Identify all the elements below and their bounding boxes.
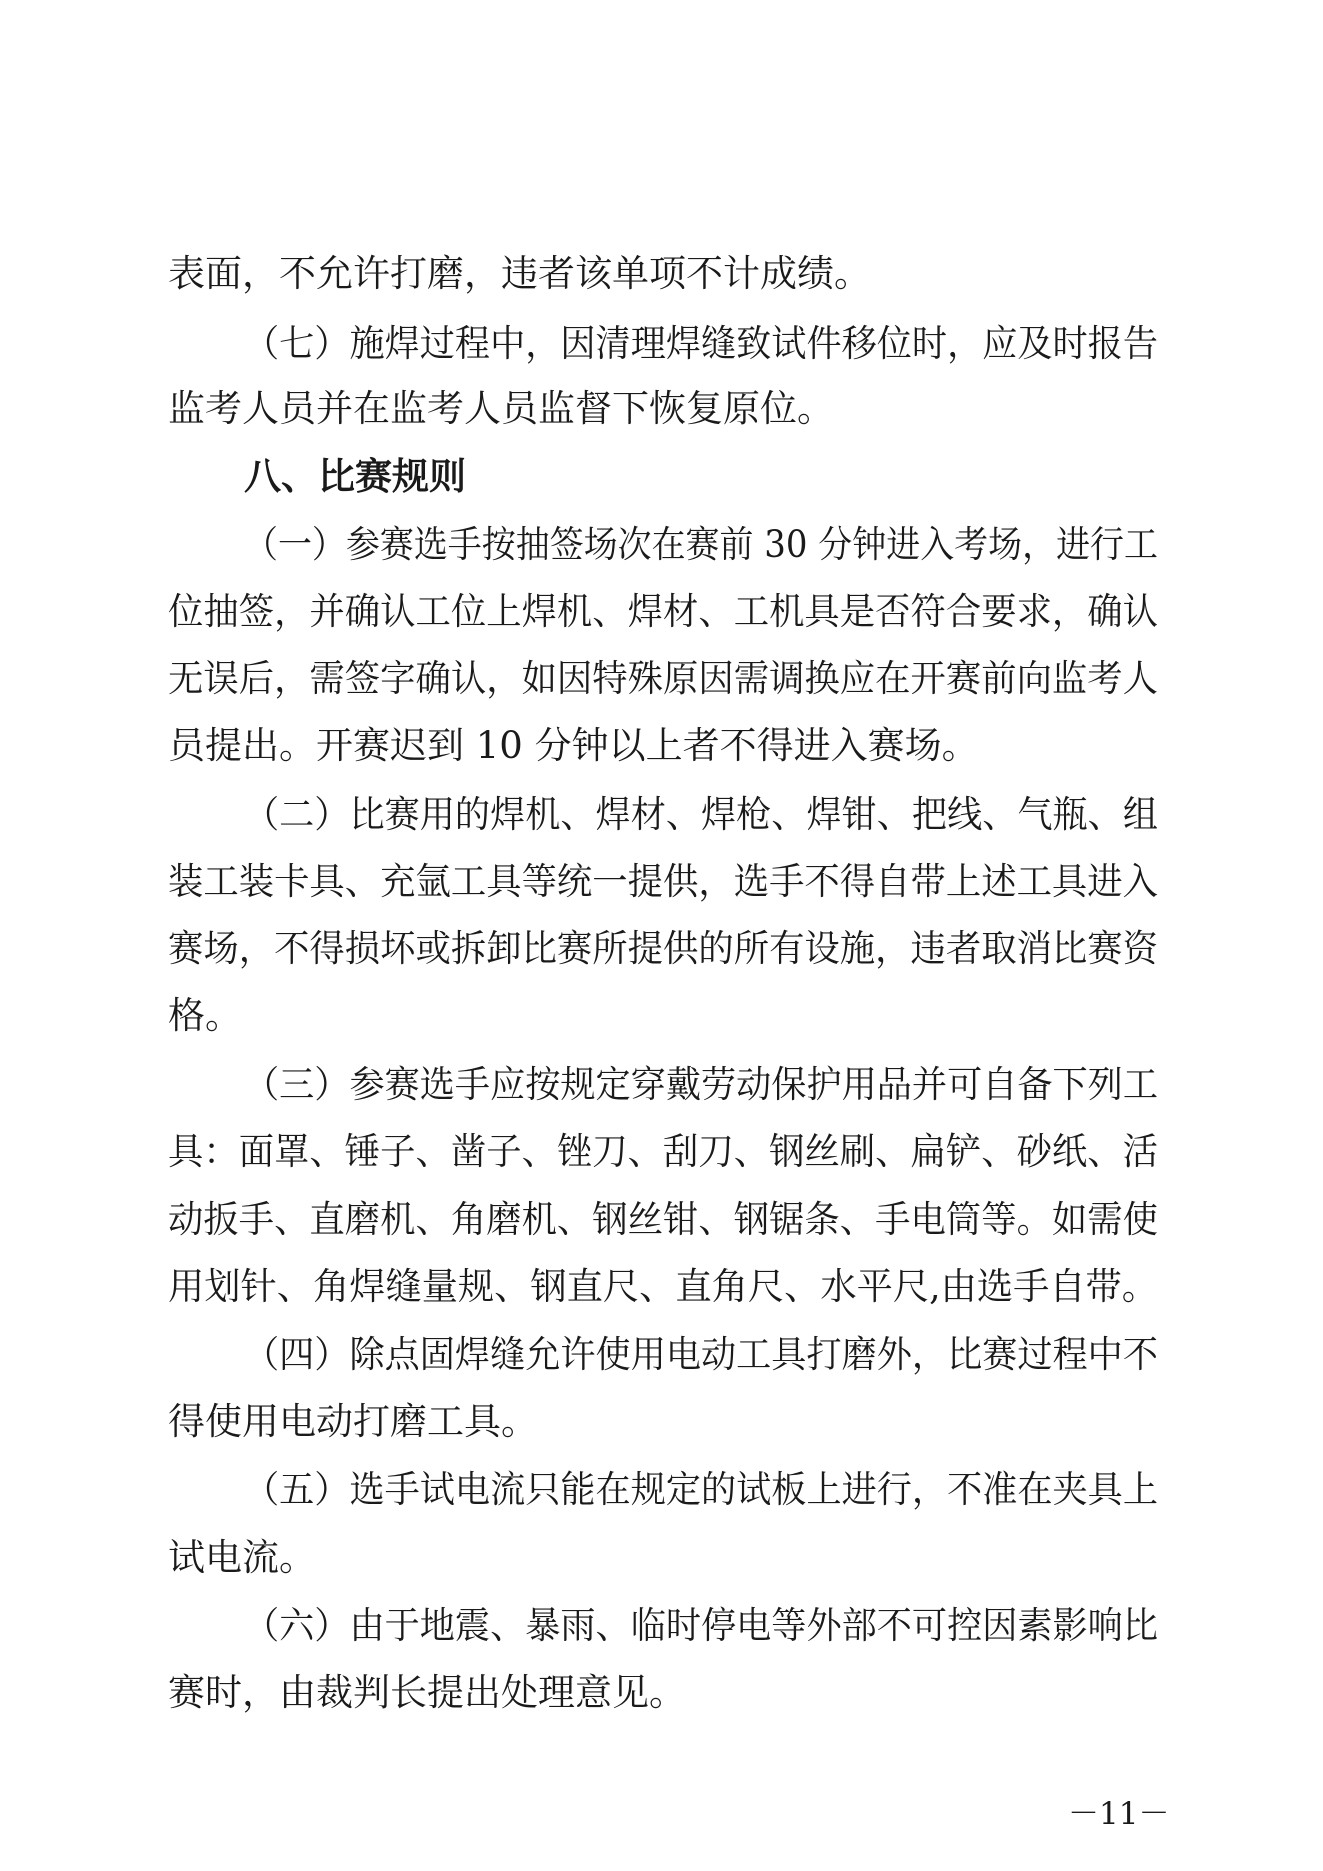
- text-line: [0, 1323, 1323, 1387]
- text-line: [0, 984, 1323, 1048]
- text-line: [0, 1594, 1323, 1658]
- text-line: [0, 312, 1323, 376]
- text-line: [0, 242, 1323, 306]
- page-number: －11－: [1068, 1796, 1170, 1832]
- text-line: [0, 513, 1323, 577]
- line-text: （五）选手试电流只能在规定的试板上进行，不准在夹具上: [244, 1468, 1158, 1511]
- line-text: 用划针、角焊缝量规、钢直尺、直角尺、水平尺,由选手自带。: [168, 1265, 1159, 1308]
- line-text: 得使用电动打磨工具。: [168, 1400, 538, 1443]
- line-text: （一）参赛选手按抽签场次在赛前 30 分钟进入考场，进行工: [244, 523, 1158, 566]
- line-text: （七）施焊过程中，因清理焊缝致试件移位时，应及时报告: [244, 322, 1158, 365]
- line-text: 装工装卡具、充氩工具等统一提供，选手不得自带上述工具进入: [168, 860, 1159, 903]
- line-text: 试电流。: [168, 1536, 316, 1579]
- line-text: 格。: [168, 994, 242, 1037]
- text-line: [0, 783, 1323, 847]
- line-text: 赛时，由裁判长提出处理意见。: [168, 1671, 686, 1714]
- line-text: 位抽签，并确认工位上焊机、焊材、工机具是否符合要求，确认: [168, 590, 1159, 633]
- line-text: （二）比赛用的焊机、焊材、焊枪、焊钳、把线、气瓶、组: [244, 793, 1158, 836]
- text-line: [0, 377, 1323, 441]
- text-line: [0, 647, 1323, 711]
- text-line: [0, 1458, 1323, 1522]
- text-line: [0, 1661, 1323, 1725]
- text-line: [0, 1188, 1323, 1252]
- text-line: [0, 580, 1323, 644]
- line-text: 监考人员并在监考人员监督下恢复原位。: [168, 387, 834, 430]
- heading-text: 八、比赛规则: [244, 455, 466, 498]
- line-text: 表面，不允许打磨，违者该单项不计成绩。: [168, 252, 871, 295]
- text-line: [0, 1526, 1323, 1590]
- text-line: [0, 1120, 1323, 1184]
- text-line: [0, 850, 1323, 914]
- text-line: [0, 1390, 1323, 1454]
- line-text: 无误后，需签字确认，如因特殊原因需调换应在开赛前向监考人: [168, 657, 1159, 700]
- text-line: [0, 1053, 1323, 1117]
- line-text: （六）由于地震、暴雨、临时停电等外部不可控因素影响比: [244, 1604, 1158, 1647]
- text-line: [0, 714, 1323, 778]
- line-text: 赛场，不得损坏或拆卸比赛所提供的所有设施，违者取消比赛资: [168, 927, 1159, 970]
- line-text: （四）除点固焊缝允许使用电动工具打磨外，比赛过程中不: [244, 1333, 1158, 1376]
- line-text: 具：面罩、锤子、凿子、锉刀、刮刀、钢丝刷、扁铲、砂纸、活: [168, 1130, 1159, 1173]
- text-line: [0, 1255, 1323, 1319]
- line-text: 员提出。开赛迟到 10 分钟以上者不得进入赛场。: [168, 724, 979, 767]
- line-text: 动扳手、直磨机、角磨机、钢丝钳、钢锯条、手电筒等。如需使: [168, 1198, 1159, 1241]
- section-heading: [0, 445, 1323, 509]
- text-line: [0, 917, 1323, 981]
- line-text: （三）参赛选手应按规定穿戴劳动保护用品并可自备下列工: [244, 1063, 1158, 1106]
